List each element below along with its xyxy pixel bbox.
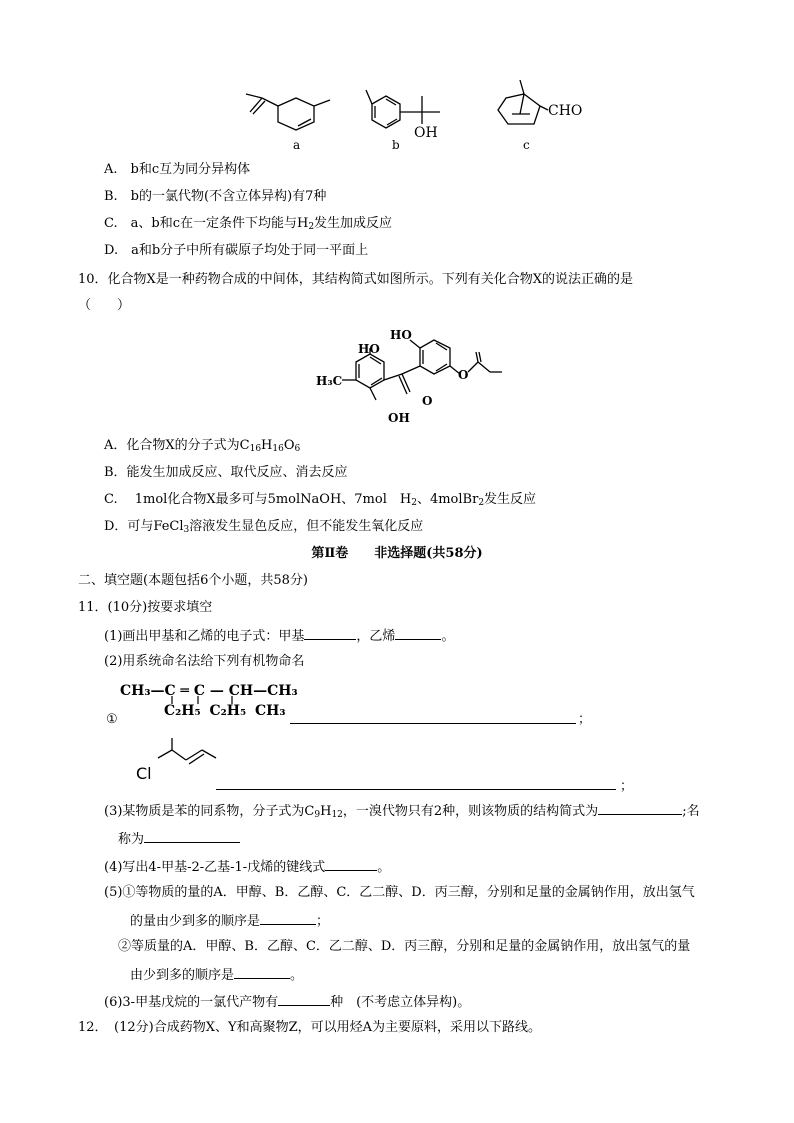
q9-option-b: B. b的一氯代物(不含立体异构)有7种 [104, 189, 327, 204]
q11-stem: 11．(10分)按要求填空 [78, 600, 213, 615]
semicolon-2: ； [620, 779, 634, 794]
struct1-bonds [168, 696, 248, 706]
q10-paren: （ ） [78, 298, 131, 313]
label-o-carbonyl: O [422, 394, 433, 408]
q10-option-b: B．能发生加成反应、取代反应、消去反应 [104, 465, 348, 480]
label-ho-left: HO [358, 342, 380, 356]
answer-blank-name2[interactable] [216, 776, 616, 790]
q10-option-a: A．化合物X的分子式为$C_{16}H_{16}O_6$ [104, 438, 301, 454]
answer-blank[interactable] [260, 911, 316, 925]
q9-option-c: C. a、b和c在一定条件下均能与$H_2$发生加成反应 [104, 216, 393, 232]
answer-blank[interactable] [325, 857, 377, 871]
q10-option-c: C. 1mol化合物X最多可与5molNaOH、7mol $H_2$、4molBr$_2$发生反应 [104, 492, 537, 508]
q11-part3: (3)某物质是苯的同系物，分子式为$C_9H_{12}$，一溴代物只有2种，则该物质的结构简式为 ;名 [104, 801, 700, 824]
struct1-row2: C₂H₅ C₂H₅ CH₃ [164, 703, 286, 719]
q11-part5-1b: 的量由少到多的顺序是 ； [130, 911, 329, 931]
q10-stem: 10．化合物X是一种药物合成的中间体，其结构简式如图所示。下列有关化合物X的说法正确的是 [78, 272, 634, 287]
structure-a [236, 92, 336, 152]
section-title: 第Ⅱ卷 非选择题(共58分) [311, 546, 483, 561]
answer-blank[interactable] [304, 626, 356, 640]
label-b: b [392, 138, 400, 152]
label-h3c: H₃C [316, 374, 343, 388]
label-c-cho: CHO [548, 103, 583, 119]
q11-part5-1: (5)①等物质的量的A．甲醇、B．乙醇、C．乙二醇、D．丙三醇，分别和足量的金属钠作用，放出氢气 [104, 885, 695, 900]
label-o-ester: O [458, 368, 469, 382]
label-a: a [293, 138, 301, 152]
q10-option-d: D．可与FeCl$_3$溶液发生显色反应，但不能发生氧化反应 [104, 519, 424, 535]
struct1-row1: CH₃—C ═ C — CH—CH₃ [120, 683, 298, 699]
q11-part6: (6)3-甲基戊烷的一氯代产物有 种 (不考虑立体异构)。 [104, 992, 470, 1012]
q9-option-a: A. b和c互为同分异构体 [104, 162, 251, 177]
q11-part5-2b: 由少到多的顺序是 。 [130, 965, 303, 985]
q9-option-d: D. a和b分子中所有碳原子均处于同一平面上 [104, 243, 369, 258]
q11-part3-line2: 称为 [118, 829, 240, 849]
q12-stem: 12． (12分)合成药物X、Y和高聚物Z，可以用烃A为主要原料，采用以下路线。 [78, 1020, 541, 1035]
answer-blank[interactable] [234, 965, 290, 979]
circle-1: ① [106, 712, 118, 727]
structure-b [360, 80, 460, 150]
label-oh-bottom: OH [388, 411, 410, 425]
q11-part5-2: ②等质量的A．甲醇、B．乙醇、C．乙二醇、D．丙三醇，分别和足量的金属钠作用，放出氢气的量 [118, 939, 691, 954]
q11-part2: (2)用系统命名法给下列有机物命名 [104, 654, 305, 669]
answer-blank[interactable] [395, 626, 441, 640]
q11-part4: (4)写出4-甲基-2-乙基-1-戊烯的键线式 。 [104, 857, 390, 877]
answer-blank[interactable] [598, 801, 682, 815]
semicolon-1: ； [578, 712, 592, 727]
label-c: c [523, 138, 530, 152]
q11-part1: (1)画出甲基和乙烯的电子式：甲基 ，乙烯 。 [104, 626, 454, 646]
label-b-oh: OH [414, 125, 438, 141]
label-ho-top: HO [390, 328, 412, 342]
answer-blank-name1[interactable] [290, 710, 576, 724]
answer-blank[interactable] [144, 829, 240, 843]
answer-blank[interactable] [278, 992, 330, 1006]
label-cl: Cl [136, 764, 152, 783]
section2-heading: 二、填空题(本题包括6个小题，共58分) [78, 573, 308, 588]
structure-x [310, 322, 530, 430]
